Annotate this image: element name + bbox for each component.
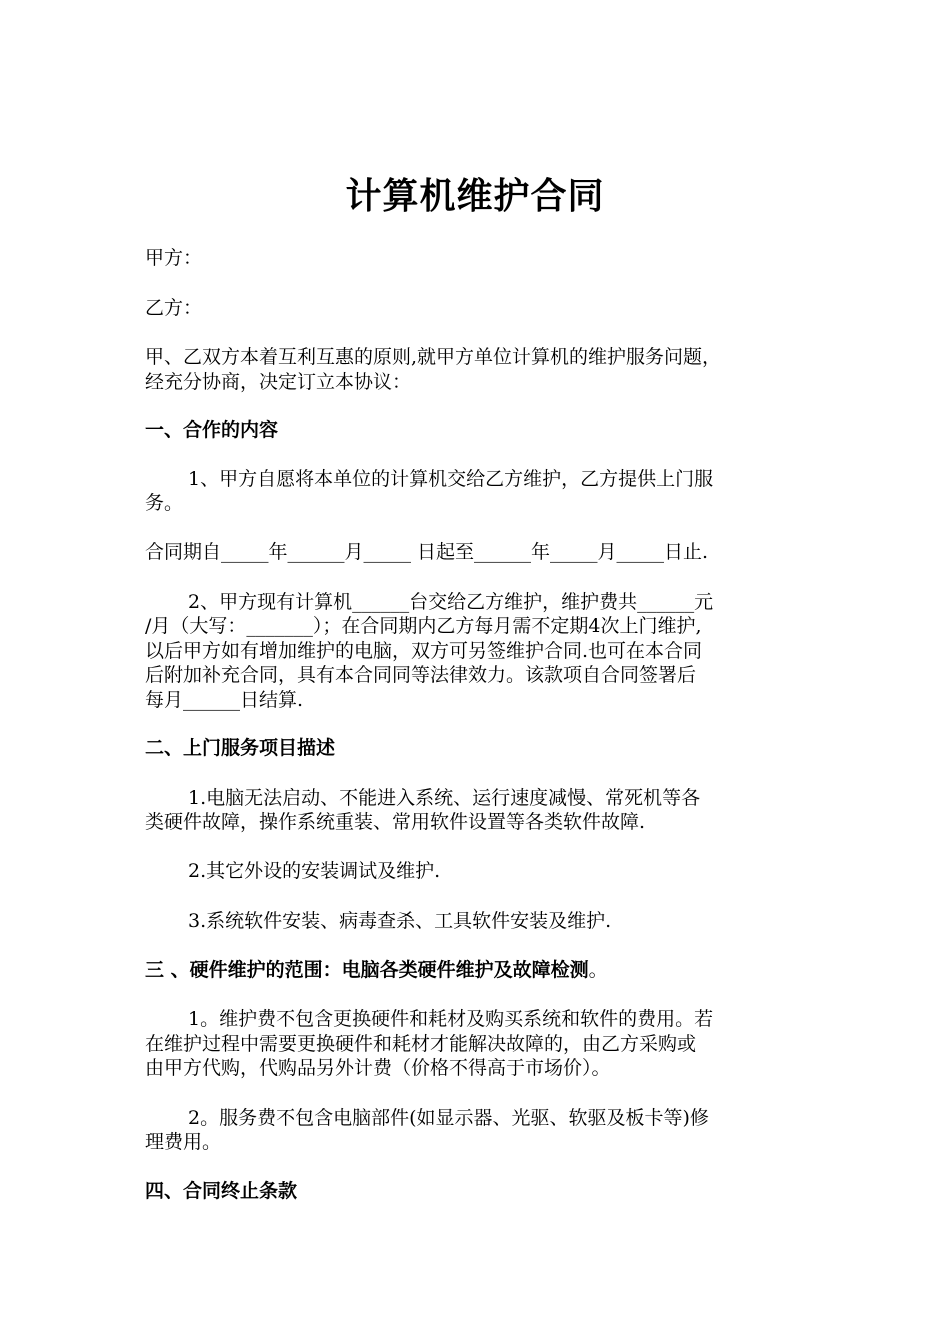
intro-line-1: 甲、乙双方本着互利互惠的原则,就甲方单位计算机的维护服务问题， — [145, 346, 722, 368]
section-1-clause-2-line-1: 2、甲方现有计算机______台交给乙方维护，维护费共______元 — [188, 591, 714, 613]
section-1-clause-2-line-5: 每月______日结算. — [145, 689, 304, 711]
section-2-item-2: 2.其它外设的安装调试及维护. — [188, 860, 441, 882]
section-3-clause-2-line-1: 2。服务费不包含电脑部件(如显示器、光驱、软驱及板卡等)修 — [188, 1107, 709, 1129]
section-3-heading: 三 、硬件维护的范围：电脑各类硬件维护及故障检测 — [145, 959, 589, 981]
section-3-clause-1-line-2: 在维护过程中需要更换硬件和耗材才能解决故障的，由乙方采购或 — [145, 1033, 697, 1055]
section-1-clause-2-line-4: 后附加补充合同，具有本合同同等法律效力。该款项自合同签署后 — [145, 664, 697, 686]
section-1-clause-2-line-2: /月（大写：_______）；在合同期内乙方每月需不定期4次上门维护, — [145, 615, 702, 637]
section-3-heading-end: 。 — [588, 959, 608, 981]
section-3-clause-2-line-2: 理费用。 — [145, 1131, 222, 1153]
contract-period-line: 合同期自_____年______月_____ 日起至______年_____月_____日止. — [145, 541, 709, 563]
section-1-clause-1-line-1: 1、甲方自愿将本单位的计算机交给乙方维护，乙方提供上门服 — [188, 468, 714, 490]
section-1-heading: 一、合作的内容 — [145, 419, 279, 441]
intro-line-2: 经充分协商，决定订立本协议： — [145, 371, 412, 393]
party-b-label: 乙方： — [145, 297, 203, 319]
party-a-label: 甲方： — [145, 247, 203, 269]
section-4-heading: 四、合同终止条款 — [145, 1180, 298, 1202]
section-1-clause-2-line-3: 以后甲方如有增加维护的电脑，双方可另签维护合同.也可在本合同 — [145, 640, 703, 662]
section-3-clause-1-line-1: 1。维护费不包含更换硬件和耗材及购买系统和软件的费用。若 — [188, 1008, 714, 1030]
section-2-item-1-line-2: 类硬件故障，操作系统重装、常用软件设置等各类软件故障. — [145, 811, 646, 833]
section-1-clause-1-line-2: 务。 — [145, 492, 184, 514]
section-2-heading: 二、上门服务项目描述 — [145, 737, 336, 759]
section-3-heading-row — [145, 958, 825, 982]
section-2-item-3: 3.系统软件安装、病毒查杀、工具软件安装及维护. — [188, 910, 612, 932]
page-title: 计算机维护合同 — [345, 176, 605, 217]
section-2-item-1-line-1: 1.电脑无法启动、不能进入系统、运行速度减慢、常死机等各 — [188, 787, 701, 809]
section-3-clause-1-line-3: 由甲方代购，代购品另外计费（价格不得高于市场价）。 — [145, 1057, 611, 1079]
